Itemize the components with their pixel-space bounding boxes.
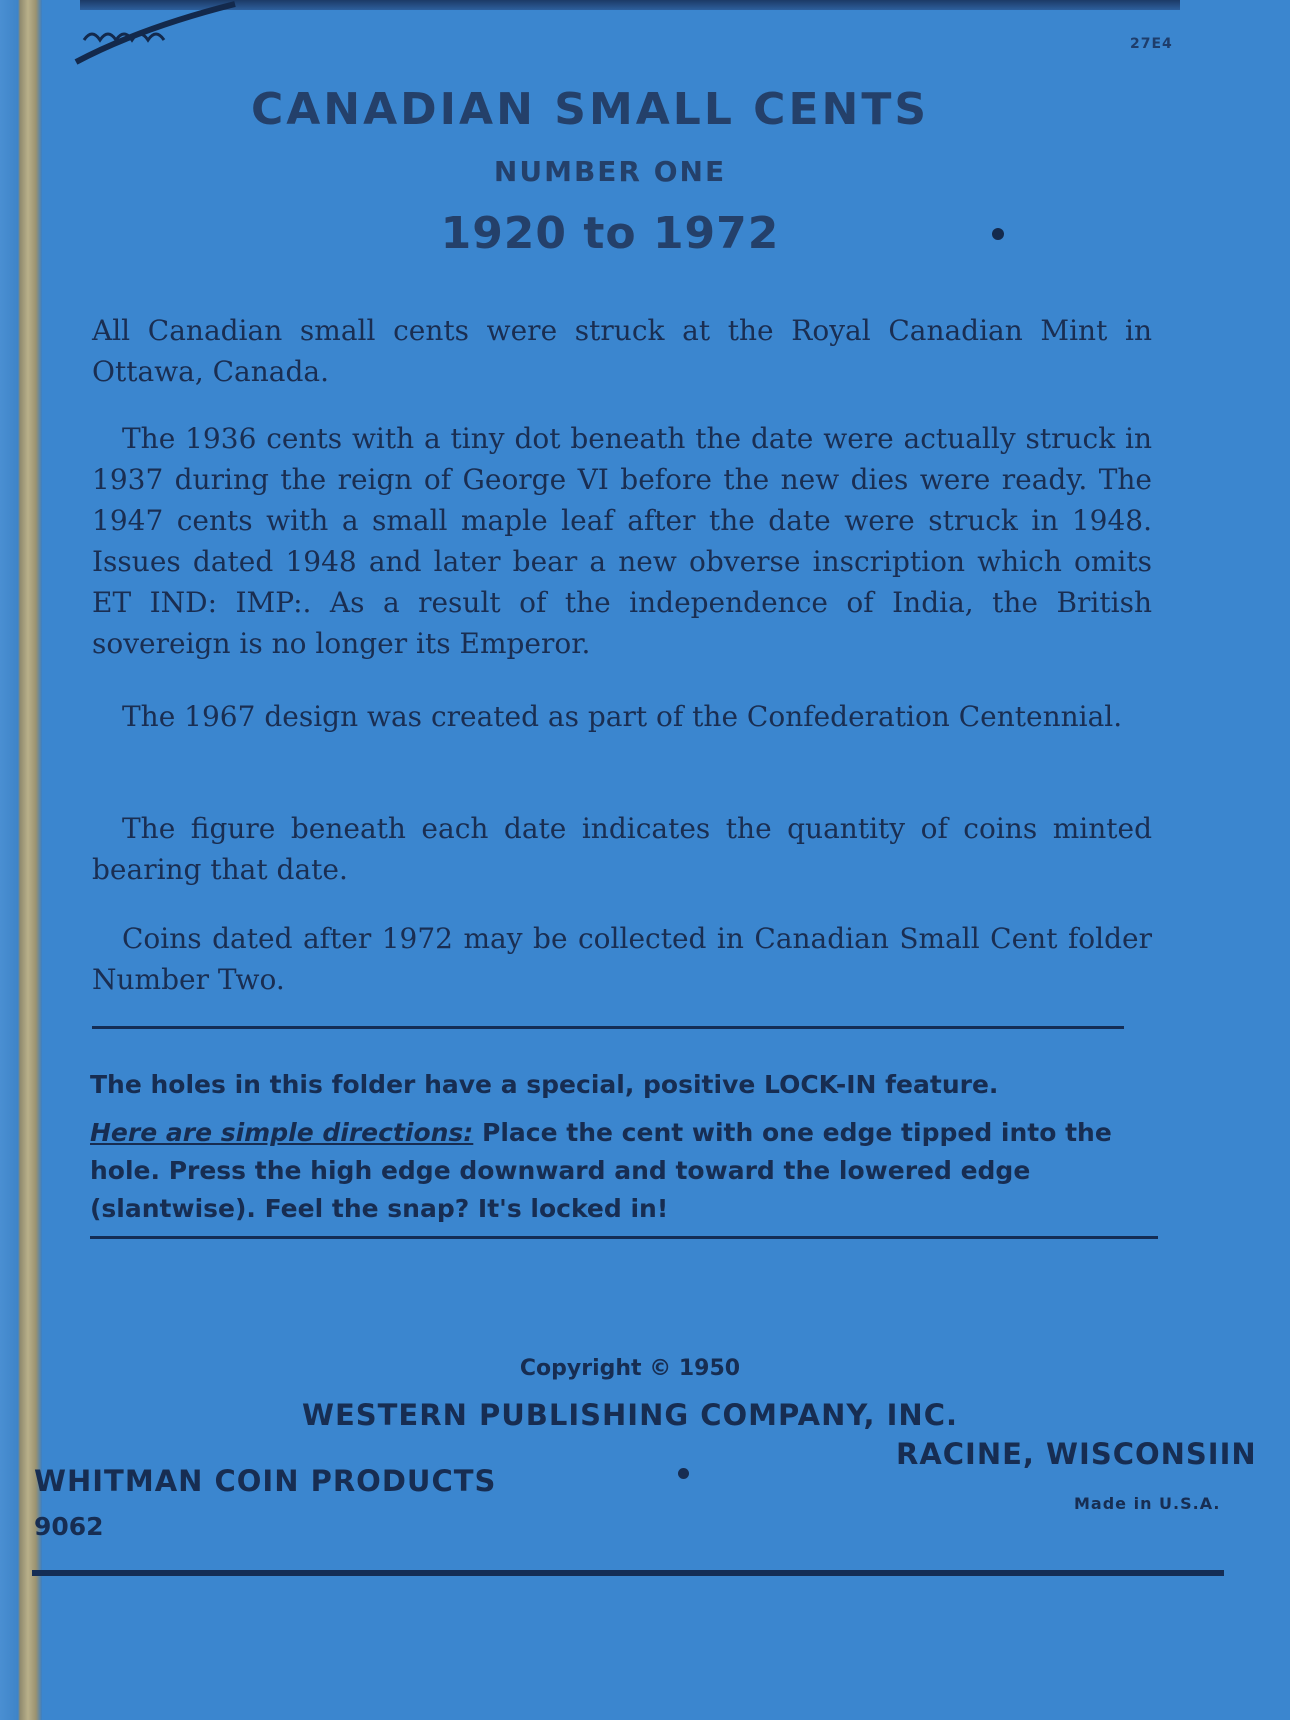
made-in: Made in U.S.A. bbox=[1074, 1494, 1221, 1513]
folder-spine bbox=[0, 0, 42, 1720]
lock-in-notice: The holes in this folder have a special, positive LOCK-IN feature. bbox=[90, 1070, 999, 1099]
directions-label: Here are simple directions: bbox=[90, 1118, 474, 1147]
paragraph-mint: All Canadian small cents were struck at the Royal Canadian Mint in Ottawa, Canada. bbox=[92, 314, 1152, 388]
directions-text: Place the cent with one edge tipped into the hole. Press the high edge downward and toward the lowered edge (slantwise). Feel the snap? It's locked in! bbox=[90, 1118, 1112, 1223]
paragraph-folder-two: Coins dated after 1972 may be collected in Canadian Small Cent folder Number Two. bbox=[92, 922, 1152, 996]
paragraph-1967: The 1967 design was created as part of the Confederation Centennial. bbox=[122, 700, 1123, 733]
paragraph-mintage: The figure beneath each date indicates the quantity of coins minted bearing that date. bbox=[92, 812, 1152, 886]
product-code: 9062 bbox=[34, 1512, 104, 1541]
divider-bottom bbox=[90, 1236, 1158, 1239]
divider-top bbox=[92, 1026, 1124, 1029]
bottom-rule bbox=[32, 1570, 1224, 1576]
directions bbox=[90, 1114, 1156, 1228]
center-dot bbox=[678, 1468, 689, 1479]
year-range: 1920 to 1972 bbox=[440, 208, 780, 259]
publisher: WESTERN PUBLISHING COMPANY, INC. bbox=[301, 1398, 959, 1432]
catalog-code: 27E4 bbox=[1130, 36, 1173, 52]
dot-mark bbox=[992, 228, 1004, 240]
city: RACINE, WISCONSIIN bbox=[896, 1437, 1257, 1471]
scroll-ornament bbox=[70, 0, 240, 70]
copyright: Copyright © 1950 bbox=[519, 1356, 741, 1381]
paragraph-history: The 1936 cents with a tiny dot beneath the date were actually struck in 1937 during the reign of George VI before the new dies were ready. The 1947 cents with a small maple leaf after the date were struck in 1948. Issues dated 1948 and later bear a new obverse inscription which omits ET IND: IMP:. As a result of the independence of India, the British sovereign is no longer its Emperor. bbox=[92, 422, 1152, 660]
brand: WHITMAN COIN PRODUCTS bbox=[34, 1464, 497, 1498]
page-title: CANADIAN SMALL CENTS bbox=[250, 84, 930, 135]
page-subtitle: NUMBER ONE bbox=[493, 155, 727, 188]
top-edge-strip bbox=[80, 0, 1180, 10]
